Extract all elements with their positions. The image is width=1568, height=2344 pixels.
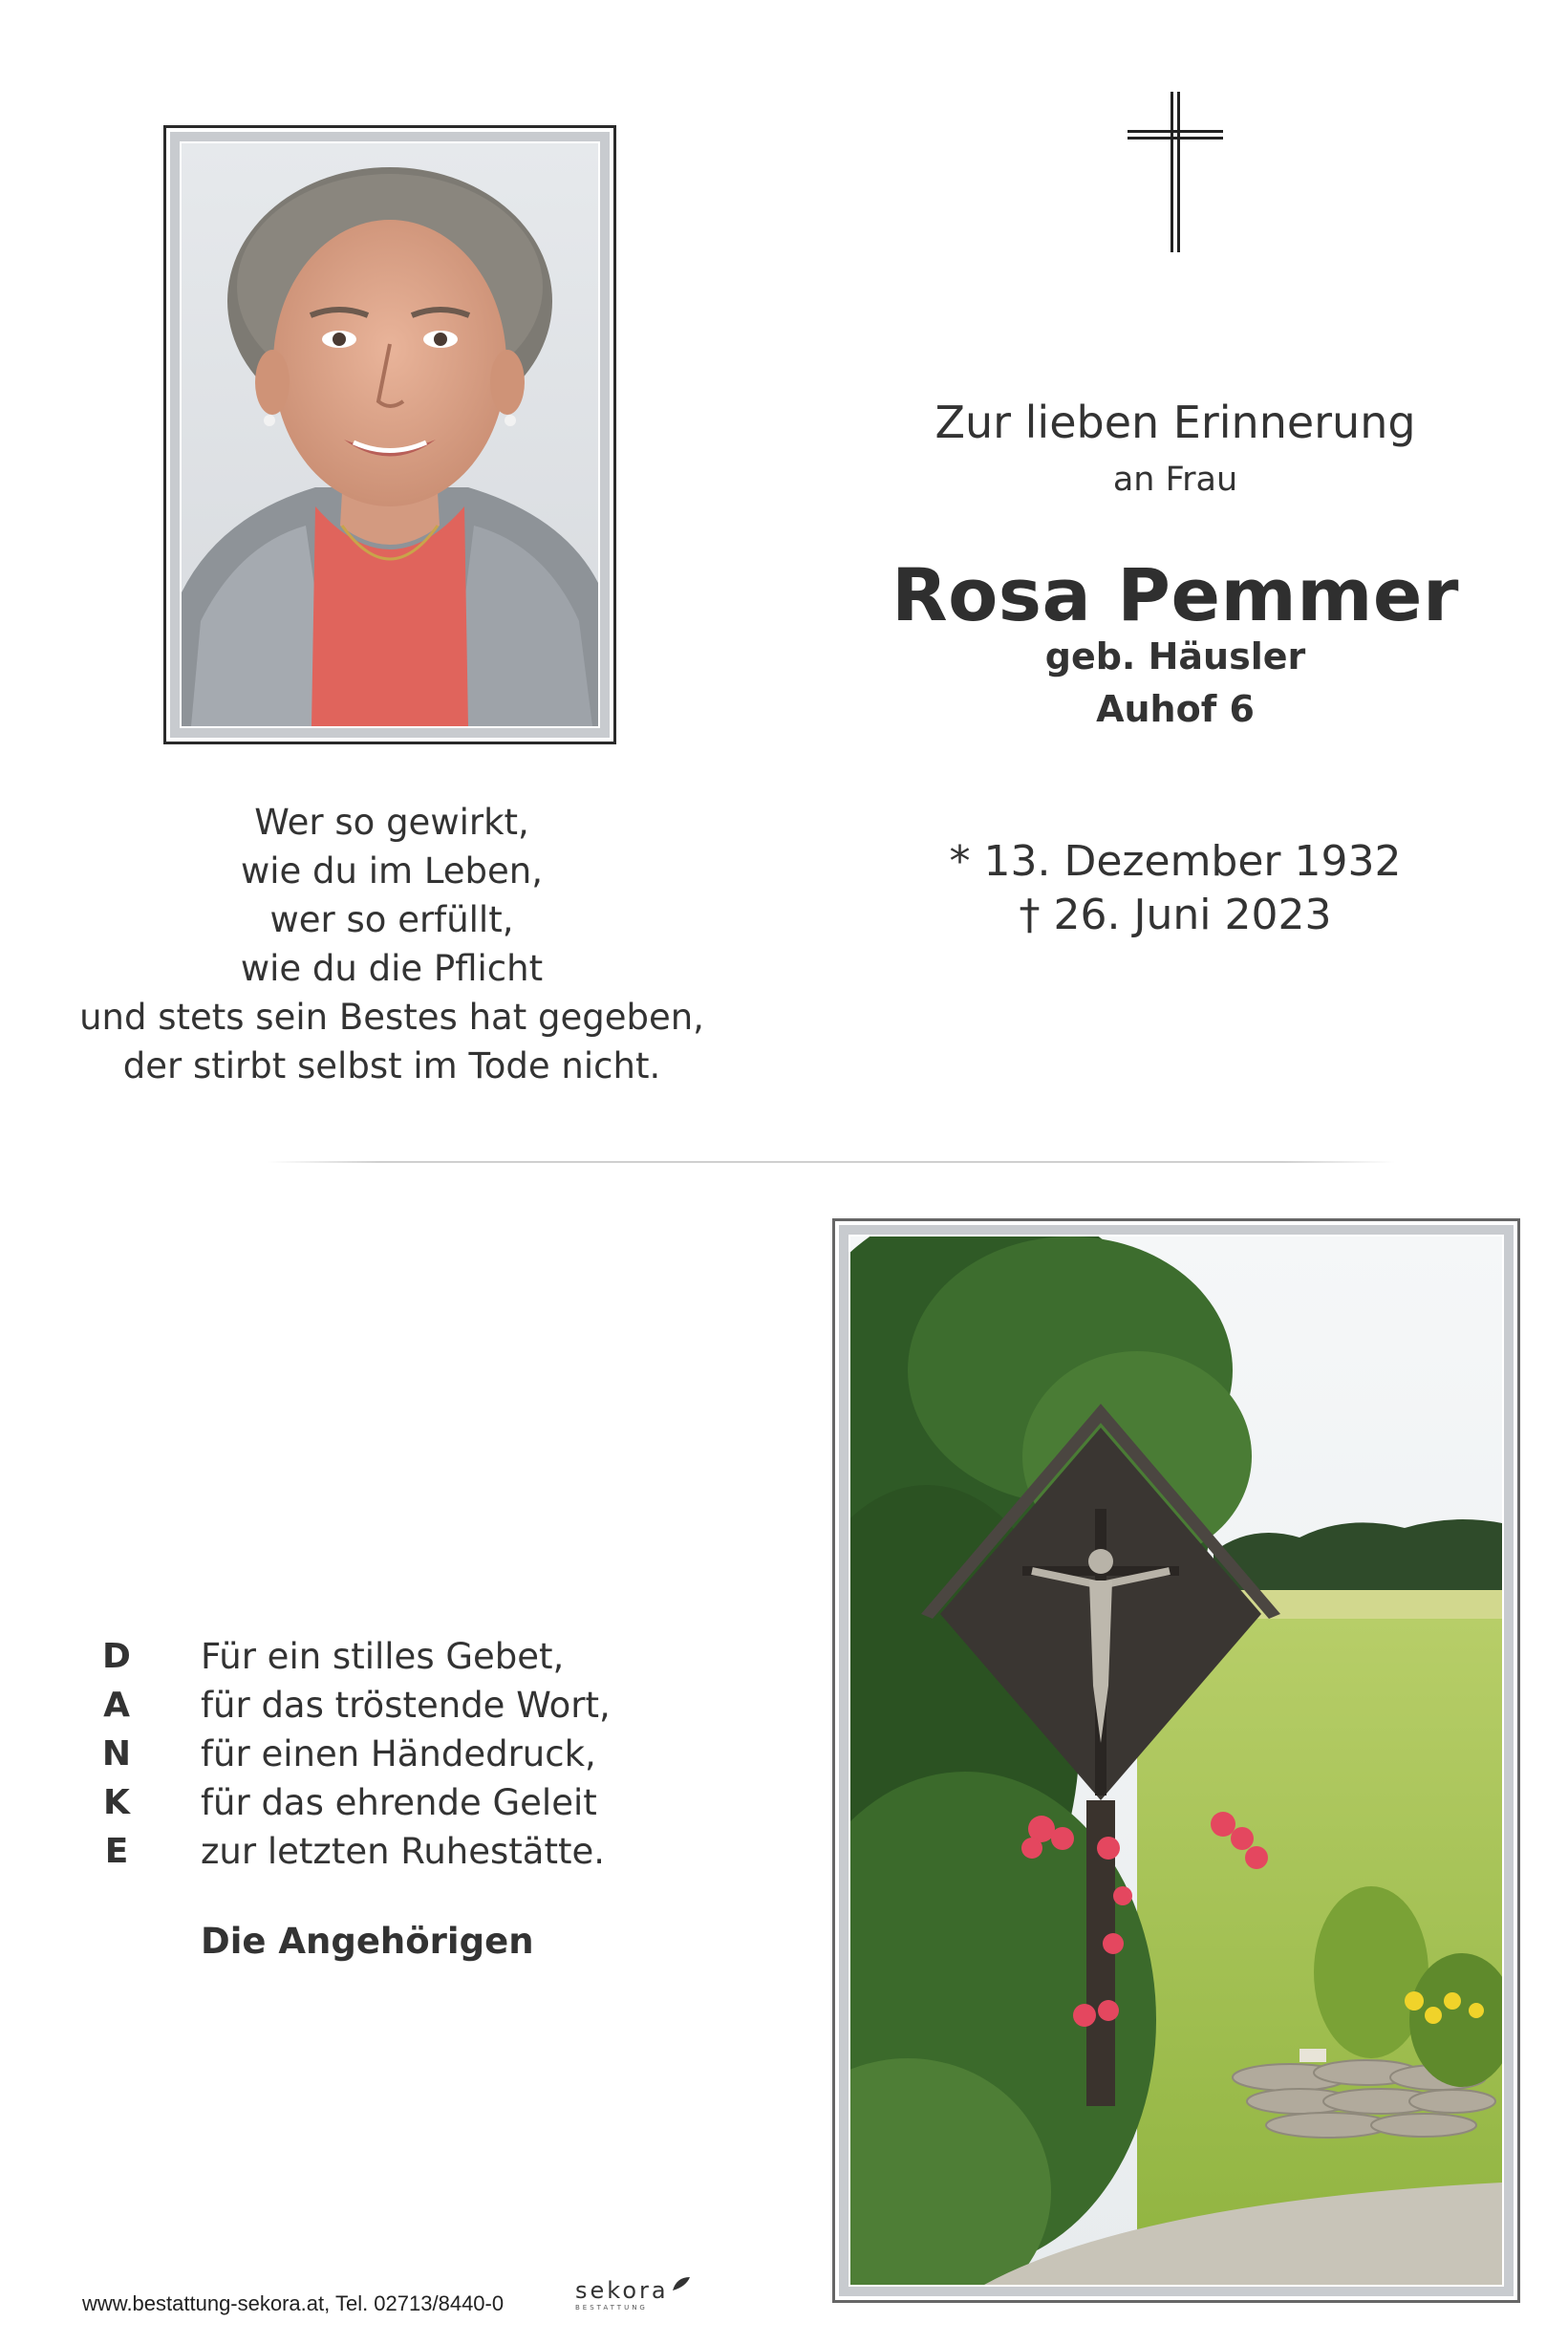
poem-line: wie du im Leben, — [240, 850, 544, 892]
leaf-icon — [671, 2275, 692, 2292]
thanks-line: Für ein stilles Gebet, — [201, 1636, 565, 1677]
acrostic-letter: E — [104, 1832, 129, 1871]
cross-icon — [1128, 92, 1223, 252]
portrait-frame — [163, 125, 616, 744]
poem-line: der stirbt selbst im Tode nicht. — [122, 1045, 661, 1086]
danke-acrostic — [97, 1632, 136, 1876]
address: Auhof 6 — [1096, 688, 1255, 730]
poem-line: wer so erfüllt, — [269, 899, 514, 940]
birth-date: * 13. Dezember 1932 — [949, 837, 1402, 886]
thanks-line: für das ehrende Geleit — [201, 1782, 597, 1823]
thanks-line: für einen Händedruck, — [201, 1733, 596, 1774]
sekora-logo — [575, 2277, 699, 2315]
logo-text: sekora — [575, 2277, 669, 2304]
acrostic-letter: A — [103, 1686, 130, 1725]
maiden-name: geb. Häusler — [1044, 635, 1306, 677]
acrostic-letter: K — [103, 1783, 130, 1822]
acrostic-letter: D — [102, 1637, 131, 1676]
salutation: an Frau — [1112, 461, 1238, 499]
wayside-cross-photo — [850, 1237, 1502, 2285]
thanks-line: zur letzten Ruhestätte. — [201, 1831, 606, 1872]
poem-line: wie du die Pflicht — [240, 948, 544, 989]
acrostic-letter: N — [101, 1734, 132, 1774]
logo-subtitle: BESTATTUNG — [575, 2304, 648, 2312]
poem-line: Wer so gewirkt, — [254, 802, 529, 843]
death-date: † 26. Juni 2023 — [1019, 891, 1332, 939]
remembrance-heading: Zur lieben Erinnerung — [934, 397, 1416, 448]
wayside-photo-frame — [832, 1218, 1520, 2303]
deceased-name: Rosa Pemmer — [891, 552, 1459, 637]
thanks-text — [201, 1632, 736, 1876]
life-dates — [841, 835, 1510, 942]
fold-divider — [268, 1161, 1395, 1163]
memorial-poem — [57, 798, 726, 1090]
signoff: Die Angehörigen — [201, 1921, 534, 1962]
portrait-photo — [182, 143, 598, 726]
thanks-line: für das tröstende Wort, — [201, 1685, 611, 1726]
poem-line: und stets sein Bestes hat gegeben, — [79, 997, 704, 1038]
funeral-contact: www.bestattung-sekora.at, Tel. 02713/8440-0 — [82, 2291, 505, 2315]
